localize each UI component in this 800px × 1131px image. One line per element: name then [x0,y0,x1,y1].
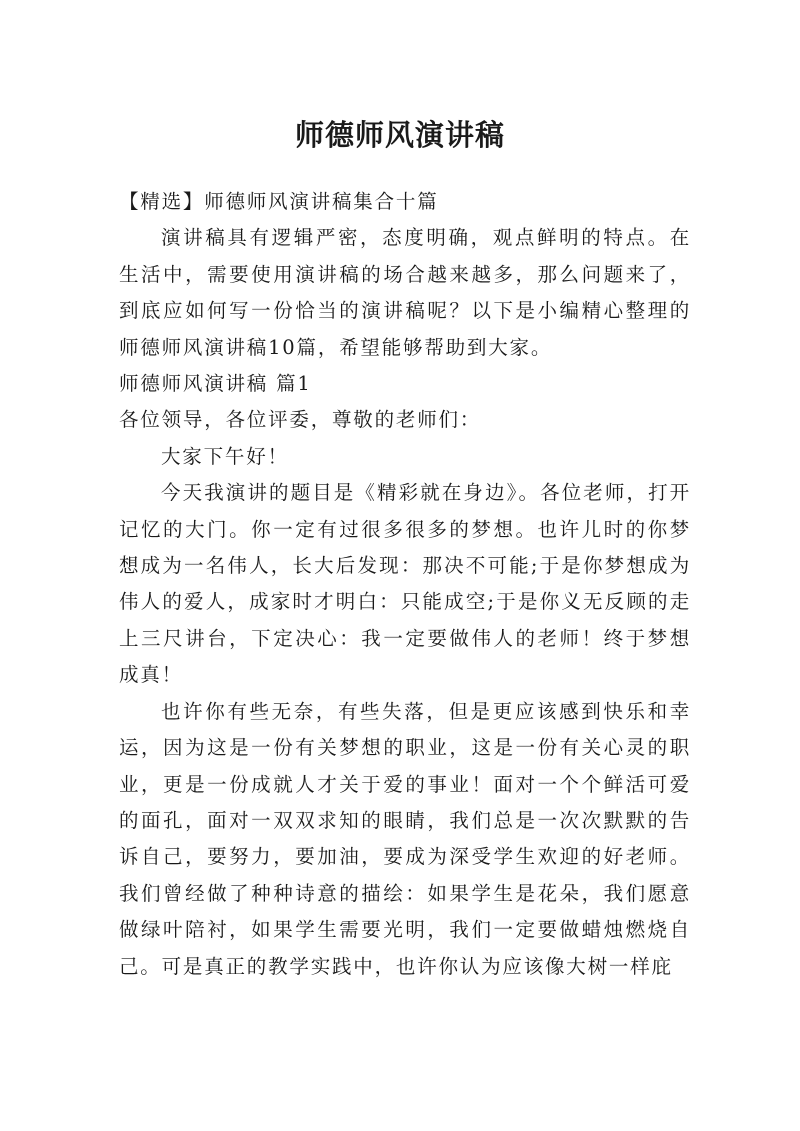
document-body [119,184,691,985]
document-title: 师德师风演讲稿 [294,118,505,153]
greeting: 大家下午好！ [161,444,289,468]
body-paragraph-2: 也许你有些无奈，有些失落，但是更应该感到快乐和幸运，因为这是一份有关梦想的职业，这是一份有关心灵的职业，更是一份成就人才关于爱的事业！面对一个个鲜活可爱的面孔，面对一双双求知的眼睛，我们总是一次次默默的告诉自己，要努力，要加油，要成为深受学生欢迎的好老师。我们曾经做了种种诗意的描绘：如果学生是花朵，我们愿意做绿叶陪衬，如果学生需要光明，我们一定要做蜡烛燃烧自己。可是真正的教学实践中，也许你认为应该像大树一样庇 [119,699,691,978]
intro-paragraph: 演讲稿具有逻辑严密，态度明确，观点鲜明的特点。在生活中，需要使用演讲稿的场合越来越多，那么问题来了，到底应如何写一份恰当的演讲稿呢？以下是小编精心整理的师德师风演讲稿10篇，希望能够帮助到大家。 [119,226,691,359]
salutation: 各位领导，各位评委，尊敬的老师们： [119,408,482,432]
section-heading: 师德师风演讲稿 篇1 [119,372,312,396]
document-subtitle: 【精选】师德师风演讲稿集合十篇 [119,190,439,213]
body-paragraph-1: 今天我演讲的题目是《精彩就在身边》。各位老师，打开记忆的大门。你一定有过很多很多的梦想。也许儿时的你梦想成为一名伟人，长大后发现：那决不可能;于是你梦想成为伟人的爱人，成家时才明白：只能成空;于是你义无反顾的走上三尺讲台，下定决心：我一定要做伟人的老师！终于梦想成真！ [119,481,691,687]
